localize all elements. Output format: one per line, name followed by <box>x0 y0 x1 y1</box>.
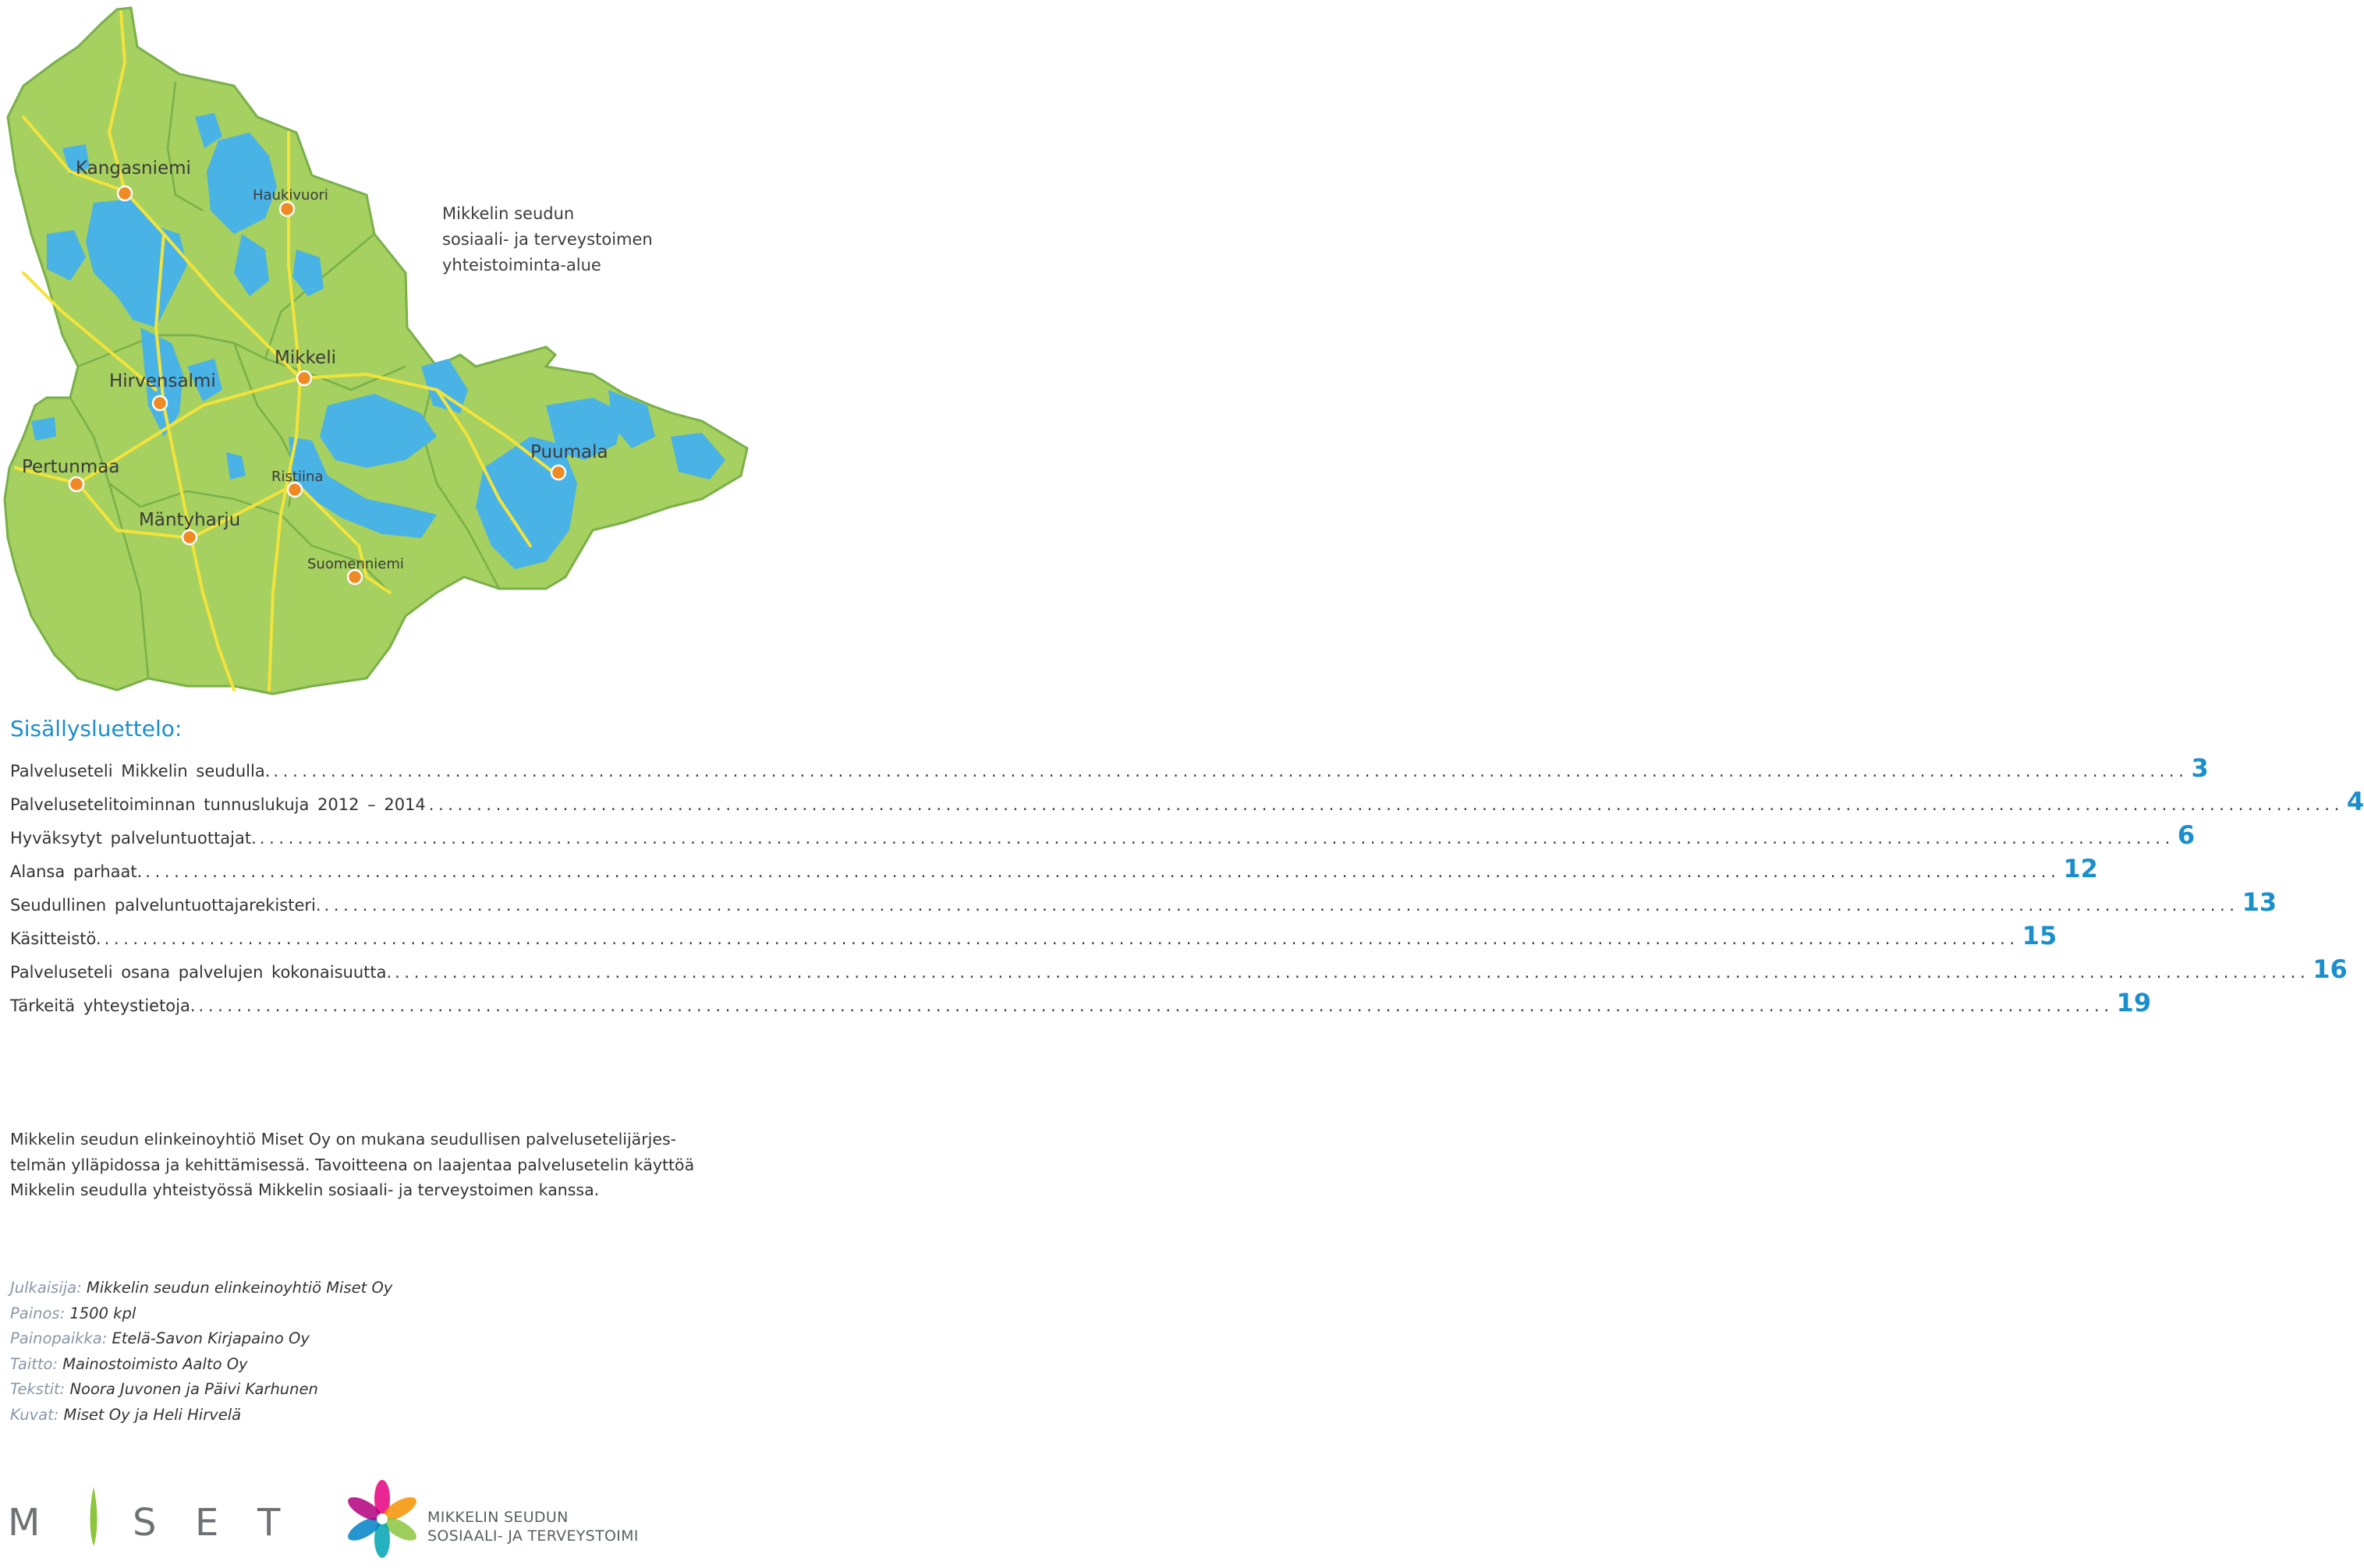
label-suomenniemi: Suomenniemi <box>307 556 404 572</box>
toc-leader-dots: ........................................................................................................................................................................................................ <box>198 996 2114 1015</box>
colophon <box>10 1276 392 1428</box>
toc-item-label: Tärkeitä yhteystietoja. <box>10 996 196 1015</box>
toc-item-label: Seudullinen palveluntuottajarekisteri. <box>10 896 321 915</box>
label-puumala: Puumala <box>530 442 608 462</box>
label-mantyharju: Mäntyharju <box>139 510 241 530</box>
credit-row <box>10 1301 392 1327</box>
intro-line: Mikkelin seudulla yhteistyössä Mikkelin sosiaali- ja terveystoimen kanssa. <box>10 1180 600 1199</box>
credit-row <box>10 1326 392 1352</box>
toc-leader-dots: ........................................................................................................................................................................................................ <box>324 896 2239 915</box>
intro-paragraph <box>10 1127 732 1203</box>
credit-row <box>10 1352 392 1378</box>
toc-item[interactable] <box>10 954 2348 988</box>
label-mikkeli: Mikkeli <box>275 348 336 368</box>
toc-leader-dots: ........................................................................................................................................................................................................ <box>259 829 2174 848</box>
marker-kangasniemi <box>118 186 132 200</box>
toc-leader-dots: ........................................................................................................................................................................................................ <box>145 862 2061 881</box>
toc-item[interactable] <box>10 988 2152 1021</box>
credit-key: Painopaikka: <box>10 1329 108 1347</box>
logo-letter: M <box>8 1501 41 1545</box>
logo-letter: S <box>133 1501 157 1545</box>
mikkeli-logo-text <box>427 1508 639 1545</box>
region-map <box>0 0 749 702</box>
intro-line: Mikkelin seudun elinkeinoyhtiö Miset Oy on mukana seudullisen palvelusetelijärjes- <box>10 1130 677 1149</box>
flower-icon <box>343 1480 421 1554</box>
toc-item-page: 4 <box>2346 787 2364 816</box>
toc-item[interactable] <box>10 887 2277 921</box>
credit-row <box>10 1403 392 1428</box>
toc-item-page: 3 <box>2191 753 2209 783</box>
marker-mikkeli <box>297 371 311 385</box>
toc-item-label: Käsitteistö. <box>10 929 101 948</box>
logo-letter: T <box>257 1501 281 1545</box>
credit-key: Kuvat: <box>10 1405 59 1424</box>
mikkeli-logo-line: MIKKELIN SEUDUN <box>427 1509 569 1526</box>
toc-item-page: 19 <box>2116 988 2152 1018</box>
toc-item[interactable] <box>10 787 2364 820</box>
credit-value: Noora Juvonen ja Päivi Karhunen <box>69 1380 318 1398</box>
map-caption <box>442 201 653 278</box>
credit-value: Etelä-Savon Kirjapaino Oy <box>112 1329 310 1347</box>
credit-row <box>10 1276 392 1301</box>
toc-item[interactable] <box>10 921 2057 954</box>
marker-hirvensalmi <box>153 396 167 410</box>
table-of-contents <box>10 753 2364 1021</box>
credit-key: Painos: <box>10 1304 66 1322</box>
toc-item[interactable] <box>10 820 2196 854</box>
credit-value: 1500 kpl <box>69 1304 136 1322</box>
toc-leader-dots: ........................................................................................................................................................................................................ <box>273 762 2189 780</box>
toc-item-label: Alansa parhaat. <box>10 862 143 881</box>
toc-leader-dots: ........................................................................................................................................................................................................ <box>428 795 2344 814</box>
toc-item-page: 16 <box>2313 954 2348 984</box>
intro-line: telmän ylläpidossa ja kehittämisessä. Tavoitteena on laajentaa palvelusetelin käyttöä <box>10 1155 695 1174</box>
credit-key: Taitto: <box>10 1354 58 1373</box>
toc-leader-dots: ........................................................................................................................................................................................................ <box>395 963 2310 982</box>
toc-item-page: 13 <box>2242 887 2277 917</box>
toc-leader-dots: ........................................................................................................................................................................................................ <box>104 929 2019 948</box>
marker-haukivuori <box>280 202 294 216</box>
map-caption-line: yhteistoiminta-alue <box>442 256 601 274</box>
toc-item[interactable] <box>10 854 2098 887</box>
credit-value: Mainostoimisto Aalto Oy <box>62 1354 248 1373</box>
label-kangasniemi: Kangasniemi <box>76 158 191 179</box>
mikkeli-logo-line: SOSIAALI- JA TERVEYSTOIMI <box>427 1527 639 1545</box>
toc-item-label: Hyväksytyt palveluntuottajat. <box>10 829 257 848</box>
toc-title: Sisällysluettelo: <box>10 716 183 742</box>
map-caption-line: Mikkelin seudun <box>442 204 575 223</box>
label-haukivuori: Haukivuori <box>253 187 328 204</box>
logo-leaf-icon <box>86 1485 101 1548</box>
toc-item-page: 6 <box>2177 820 2196 850</box>
marker-puumala <box>551 465 565 480</box>
map-caption-line: sosiaali- ja terveystoimen <box>442 230 653 249</box>
credit-key: Tekstit: <box>10 1380 66 1398</box>
toc-item-page: 12 <box>2063 854 2098 883</box>
toc-item-page: 15 <box>2022 921 2057 950</box>
toc-item[interactable] <box>10 753 2209 787</box>
label-pertunmaa: Pertunmaa <box>22 457 120 477</box>
miset-logo <box>8 1485 289 1548</box>
mikkeli-sote-logo <box>343 1480 671 1554</box>
marker-pertunmaa <box>69 477 83 491</box>
credit-row <box>10 1377 392 1403</box>
logo-letter: E <box>195 1501 219 1545</box>
label-hirvensalmi: Hirvensalmi <box>109 371 216 391</box>
toc-item-label: Palveluseteli Mikkelin seudulla. <box>10 762 271 780</box>
toc-item-label: Palveluseteli osana palvelujen kokonaisuutta. <box>10 963 392 982</box>
credit-key: Julkaisija: <box>10 1279 82 1297</box>
marker-mantyharju <box>183 530 197 544</box>
toc-item-label: Palvelusetelitoiminnan tunnuslukuja 2012 – 2014 <box>10 795 426 814</box>
credit-value: Miset Oy ja Heli Hirvelä <box>63 1405 242 1424</box>
label-ristiina: Ristiina <box>271 469 324 485</box>
credit-value: Mikkelin seudun elinkeinoyhtiö Miset Oy <box>86 1279 393 1297</box>
